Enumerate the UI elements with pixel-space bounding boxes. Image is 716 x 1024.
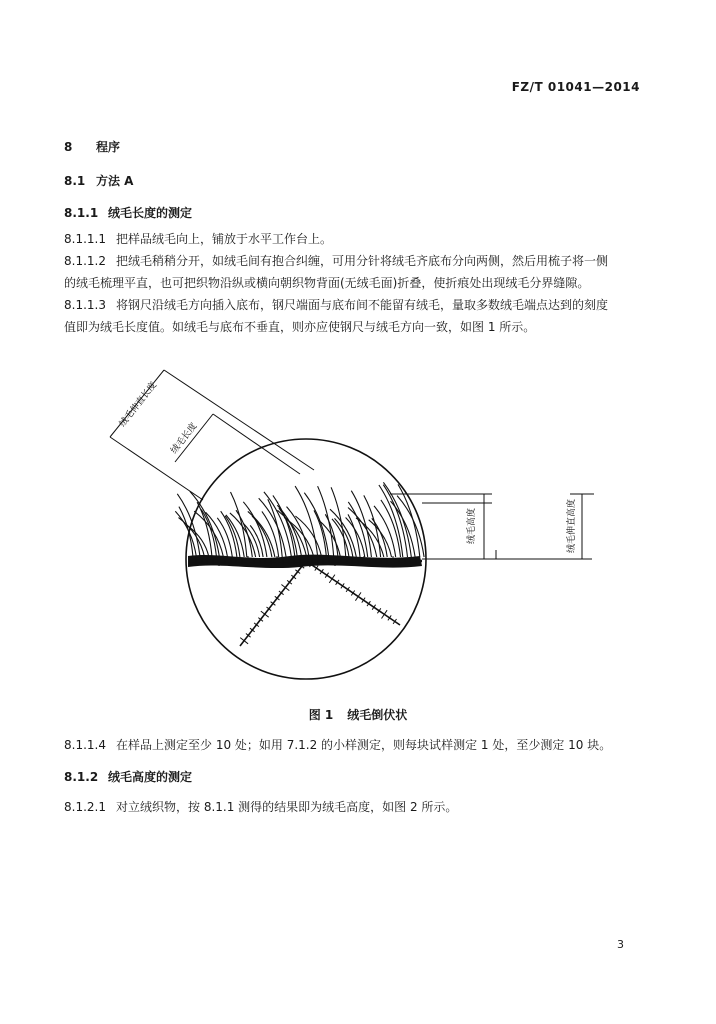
ruler-ticks	[196, 556, 416, 644]
clause-text-line-2: 的绒毛梳理平直，也可把织物沿纵或横向朝织物背面(无绒毛面)折叠，使折痕处出现绒毛分界缝隙。	[64, 276, 590, 290]
stretched-length-ext-upper	[164, 370, 314, 470]
clause-number: 8.1.1.1	[64, 232, 106, 246]
clause-text-line-1: 把绒毛稍稍分开，如绒毛间有抱合纠缠，可用分针将绒毛齐底布分向两侧，然后用梳子将一侧	[116, 254, 609, 268]
clause-text: 把样品绒毛向上，铺放于水平工作台上。	[116, 232, 333, 246]
clause-8-1-2-1	[64, 796, 457, 818]
clause-text: 在样品上测定至少 10 处；如用 7.1.2 的小样测定，则每块试样测定 1 处，至少测定 10 块。	[116, 738, 612, 752]
figure-title: 绒毛倒伏状	[347, 708, 408, 722]
section-number: 8.1.1	[64, 206, 99, 220]
ruler-tick	[240, 638, 248, 644]
label-pile-stretched-height: 绒毛伸直高度	[567, 498, 577, 554]
pile-fibres	[175, 482, 424, 557]
section-8-heading	[64, 138, 120, 155]
label-pile-stretched-length: 绒毛伸直长度	[117, 380, 159, 430]
clause-8-1-1-2-cont	[64, 272, 589, 294]
section-8-1-2-heading	[64, 768, 192, 785]
section-title: 绒毛长度的测定	[108, 206, 193, 220]
figure-number: 图 1	[308, 708, 334, 722]
ruler-tick	[329, 575, 335, 583]
section-number: 8.1	[64, 174, 86, 188]
label-pile-length: 绒毛长度	[169, 421, 200, 457]
ruler-tick	[261, 611, 269, 617]
page-number: 3	[617, 938, 624, 951]
label-pile-height: 绒毛高度	[467, 507, 477, 545]
figure-1-caption	[0, 706, 716, 723]
section-title: 绒毛高度的测定	[108, 770, 193, 784]
pile-fibre	[177, 494, 200, 557]
figure-1	[100, 350, 620, 690]
clause-number: 8.1.1.3	[64, 298, 106, 312]
ruler-tick	[355, 592, 361, 600]
clause-number: 8.1.2.1	[64, 800, 106, 814]
clause-number: 8.1.1.2	[64, 254, 106, 268]
clause-text-line-2: 值即为绒毛长度值。如绒毛与底布不垂直，则亦应使钢尺与绒毛方向一致，如图 1 所示。	[64, 320, 536, 334]
clause-8-1-1-4	[64, 734, 611, 756]
section-8-1-1-heading	[64, 204, 192, 221]
clause-text-line-1: 将钢尺沿绒毛方向插入底布，钢尺端面与底布间不能留有绒毛，量取多数绒毛端点达到的刻度	[116, 298, 609, 312]
standard-code: FZ/T 01041—2014	[511, 80, 640, 94]
clause-8-1-1-3-cont	[64, 316, 535, 338]
section-title: 程序	[96, 140, 121, 154]
clause-text: 对立绒织物，按 8.1.1 测得的结果即为绒毛高度，如图 2 所示。	[116, 800, 458, 814]
pile-length-ext-upper	[213, 414, 300, 474]
clause-8-1-1-1	[64, 228, 332, 250]
figure-1-drawing	[100, 350, 620, 690]
clause-number: 8.1.1.4	[64, 738, 106, 752]
ruler-tick	[281, 585, 289, 591]
clause-8-1-1-2	[64, 250, 608, 272]
section-title: 方法 A	[96, 174, 134, 188]
stretched-length-ext-lower	[110, 437, 203, 500]
clause-8-1-1-3	[64, 294, 608, 316]
ruler-tick	[382, 610, 388, 618]
section-8-1-heading	[64, 172, 133, 189]
section-number: 8.1.2	[64, 770, 99, 784]
section-number: 8	[64, 140, 73, 154]
